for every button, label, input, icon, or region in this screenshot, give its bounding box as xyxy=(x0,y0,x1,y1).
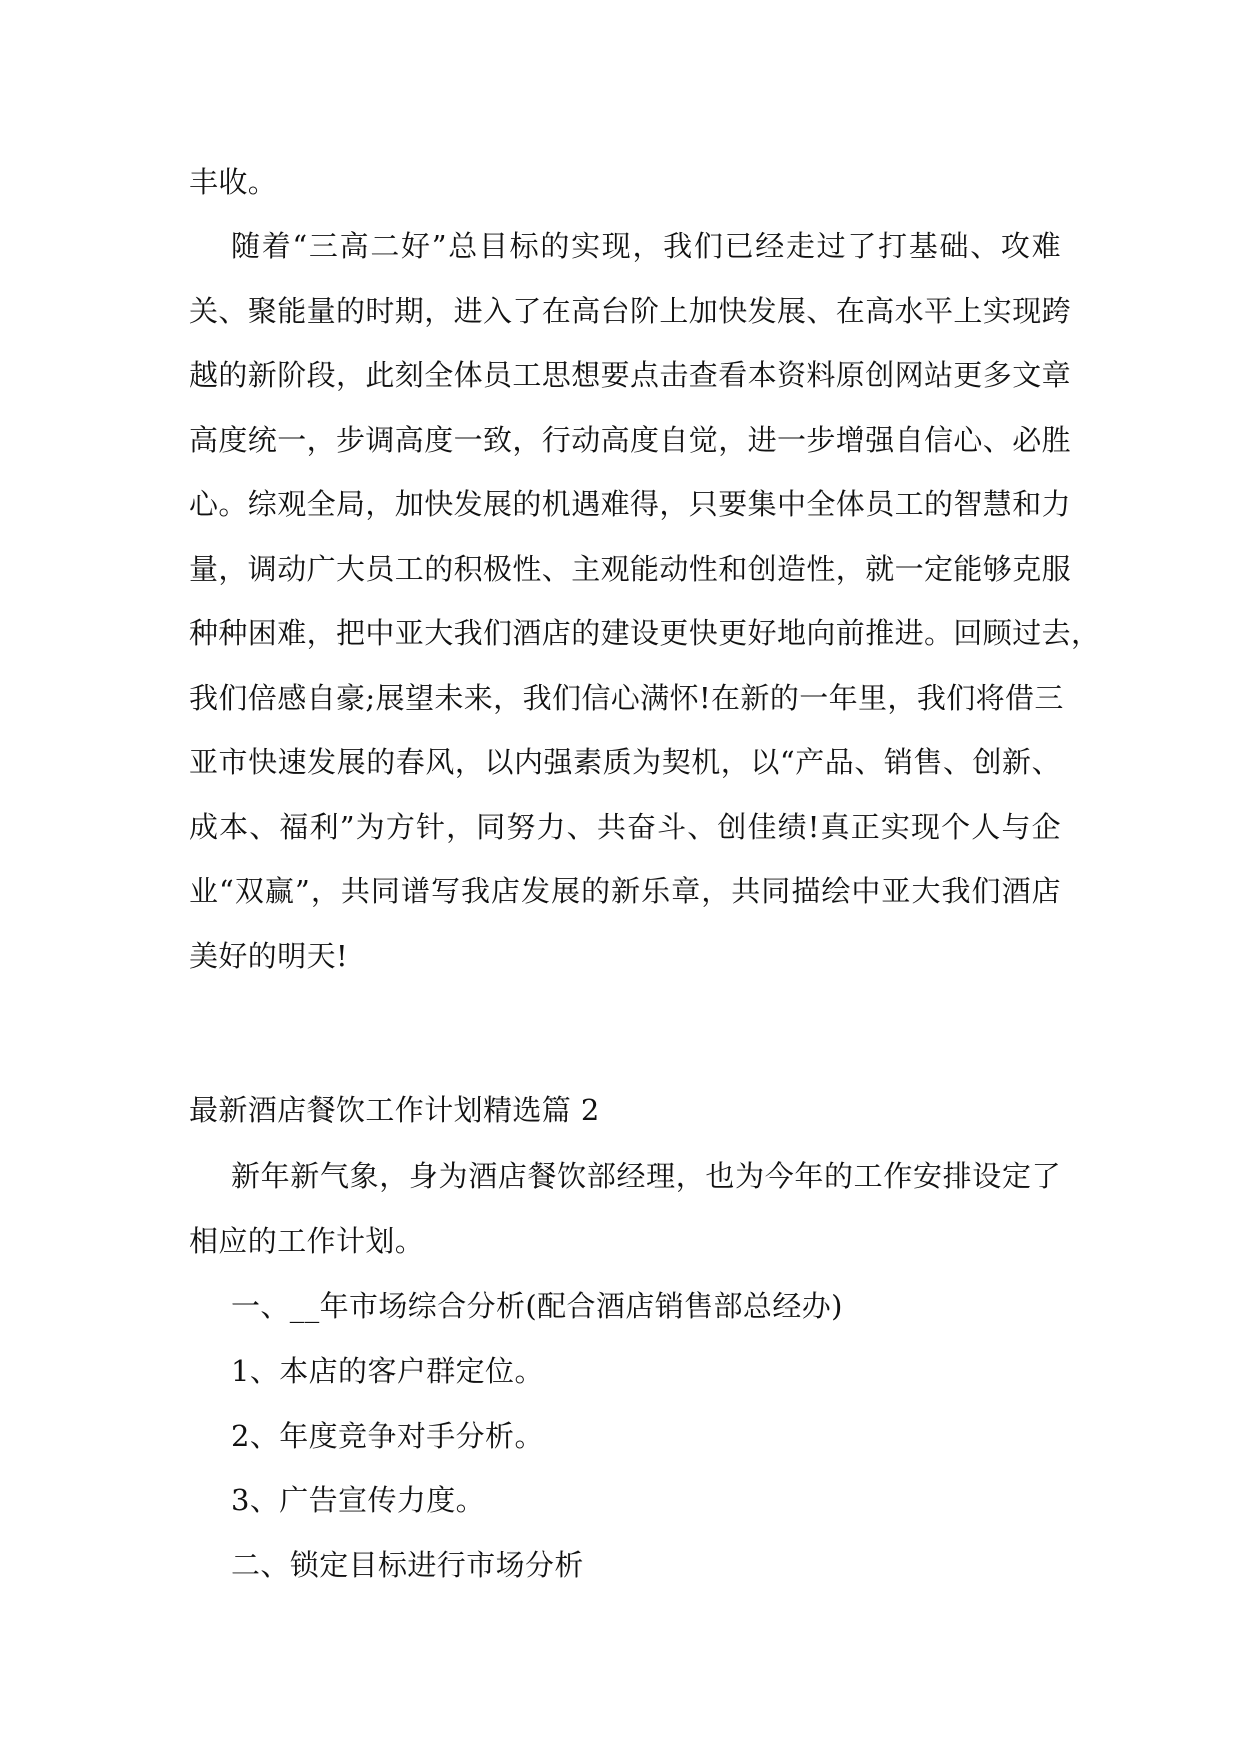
paragraph-goals xyxy=(189,214,1101,988)
list-item-advertising: 3、广告宣传力度。 xyxy=(231,1483,486,1517)
list-item-customer-positioning: 1、本店的客户群定位。 xyxy=(231,1354,544,1388)
section-heading: 最新酒店餐饮工作计划精选篇 2 xyxy=(189,1093,600,1127)
paragraph-line: 高度统一，步调高度一致，行动高度自觉，进一步增强自信心、必胜 xyxy=(189,422,1072,457)
list-item-market-analysis: 一、__年市场综合分析(配合酒店销售部总经办) xyxy=(231,1289,843,1323)
paragraph-line: 我们倍感自豪;展望未来，我们信心满怀!在新的一年里，我们将借三 xyxy=(189,680,1064,715)
paragraph-line: 心。综观全局，加快发展的机遇难得，只要集中全体员工的智慧和力 xyxy=(189,487,1072,521)
paragraph-line: 美好的明天! xyxy=(189,938,349,973)
paragraph-line: 越的新阶段，此刻全体员工思想要点击查看本资料原创网站更多文章 xyxy=(189,358,1072,392)
paragraph-line: 业“双赢”，共同谱写我店发展的新乐章，共同描绘中亚大我们酒店 xyxy=(189,874,1061,908)
paragraph-line: 新年新气象，身为酒店餐饮部经理，也为今年的工作安排设定了 xyxy=(231,1159,1061,1193)
paragraph-line: 亚市快速发展的春风，以内强素质为契机，以“产品、销售、创新、 xyxy=(189,745,1061,779)
paragraph-line: 成本、福利”为方针，同努力、共奋斗、创佳绩!真正实现个人与企 xyxy=(189,809,1061,844)
list-item-target-market: 二、锁定目标进行市场分析 xyxy=(231,1548,584,1582)
paragraph-line: 关、聚能量的时期，进入了在高台阶上加快发展、在高水平上实现跨 xyxy=(189,293,1072,328)
list-item-competitor-analysis: 2、年度竞争对手分析。 xyxy=(231,1419,544,1453)
continuation-text: 丰收。 xyxy=(189,165,278,199)
paragraph-line: 种种困难，把中亚大我们酒店的建设更快更好地向前推进。回顾过去， xyxy=(189,616,1101,650)
paragraph-line: 量，调动广大员工的积极性、主观能动性和创造性，就一定能够克服 xyxy=(189,551,1072,586)
paragraph-line: 随着“三高二好”总目标的实现，我们已经走过了打基础、攻难 xyxy=(231,229,1061,263)
paragraph-line: 相应的工作计划。 xyxy=(189,1223,425,1258)
paragraph-intro xyxy=(189,1144,1061,1273)
